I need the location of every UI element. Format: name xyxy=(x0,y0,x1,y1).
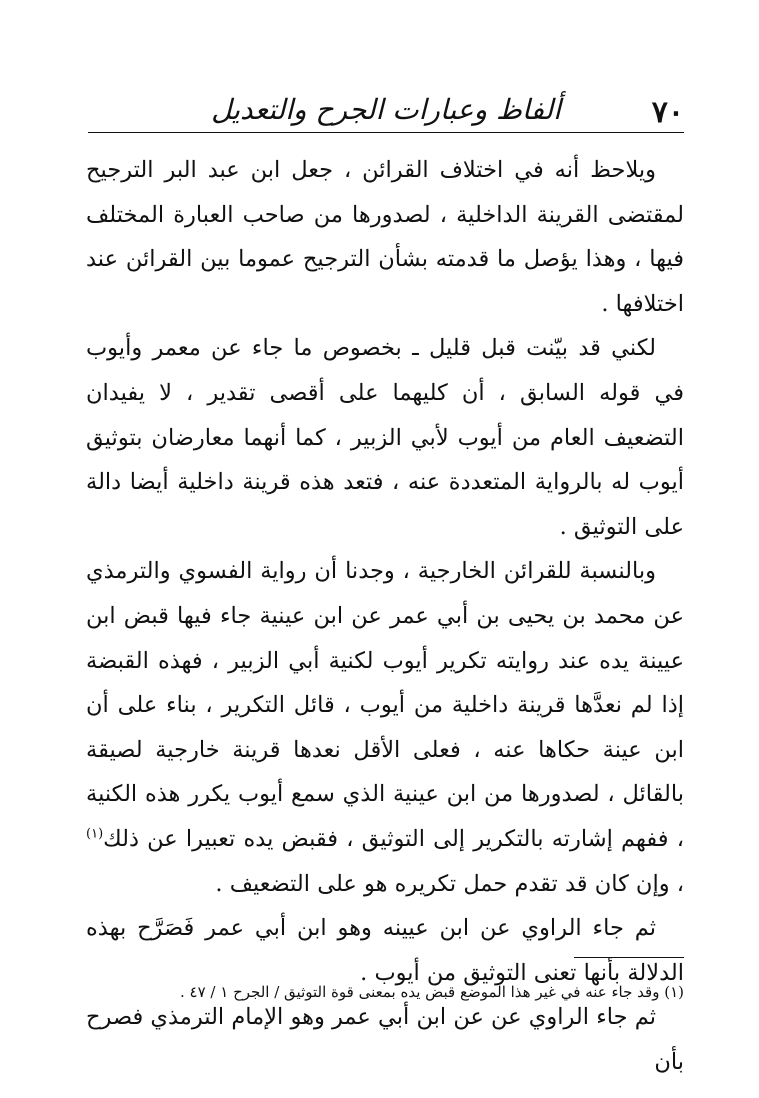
page-number: ٧٠ xyxy=(651,95,684,130)
paragraph-5: ثم جاء الراوي عن عن ابن أبي عمر وهو الإمام الترمذي فصرح بأن xyxy=(86,1004,684,1075)
paragraph-3 xyxy=(86,549,684,906)
paragraph-1: ويلاحظ أنه في اختلاف القرائن ، جعل ابن عبد البر الترجيح لمقتضى القرينة الداخلية ، لصدورها من صاحب العبارة المختلف فيها ، وهذا يؤصل ما قدمته بشأن الترجيح عموما بين القرائن عند اختلافها . xyxy=(86,157,684,317)
page-header xyxy=(88,88,684,130)
body-text xyxy=(86,148,684,1084)
footnote-rule xyxy=(574,957,684,958)
footnote: (١) وقد جاء عنه في غير هذا الموضع قبض يده بمعنى قوة التوثيق / الجرح ١ / ٤٧ . xyxy=(179,983,684,1001)
footnote-marker[interactable]: (١) xyxy=(86,826,104,842)
paragraph-4: ثم جاء الراوي عن ابن عيينه وهو ابن أبي عمر فَصَرَّح بهذه الدلالة بأنها تعنى التوثيق من أيوب . xyxy=(86,915,684,986)
paragraph-2: لكني قد بيّنت قبل قليل ـ بخصوص ما جاء عن معمر وأيوب في قوله السابق ، أن كليهما على أقصى تقدير ، لا يفيدان التضعيف العام من أيوب لأبي الزبير ، كما أنهما معارضان بتوثيق أيوب له بالرواية المتعددة عنه ، فتعد هذه قرينة داخلية أيضا دالة على التوثيق . xyxy=(86,335,684,540)
running-title: ألفاظ وعبارات الجرح والتعديل xyxy=(211,93,561,126)
paragraph-3-tail: ، وإن كان قد تقدم حمل تكريره هو على التضعيف . xyxy=(215,870,684,897)
paragraph-3-text: وبالنسبة للقرائن الخارجية ، وجدنا أن رواية الفسوي والترمذي عن محمد بن يحيى بن أبي عمر عن ابن عينية جاء فيها قبض ابن عيينة يده عند روايته تكرير أيوب لكنية أبي الزبير ، فهذه القبضة إذا لم نعدَّها قرينة داخلية من أيوب ، قائل التكرير ، بناء على أن ابن عينة حكاها عنه ، فعلى الأقل نعدها قرينة خارجية لصيقة بالقائل ، لصدورها من ابن عينية الذي سمع أيوب يكرر هذه الكنية ، ففهم إشارته بالتكرير إلى التوثيق ، فقبض يده تعبيرا عن ذلك xyxy=(86,558,684,852)
header-rule xyxy=(88,132,684,133)
